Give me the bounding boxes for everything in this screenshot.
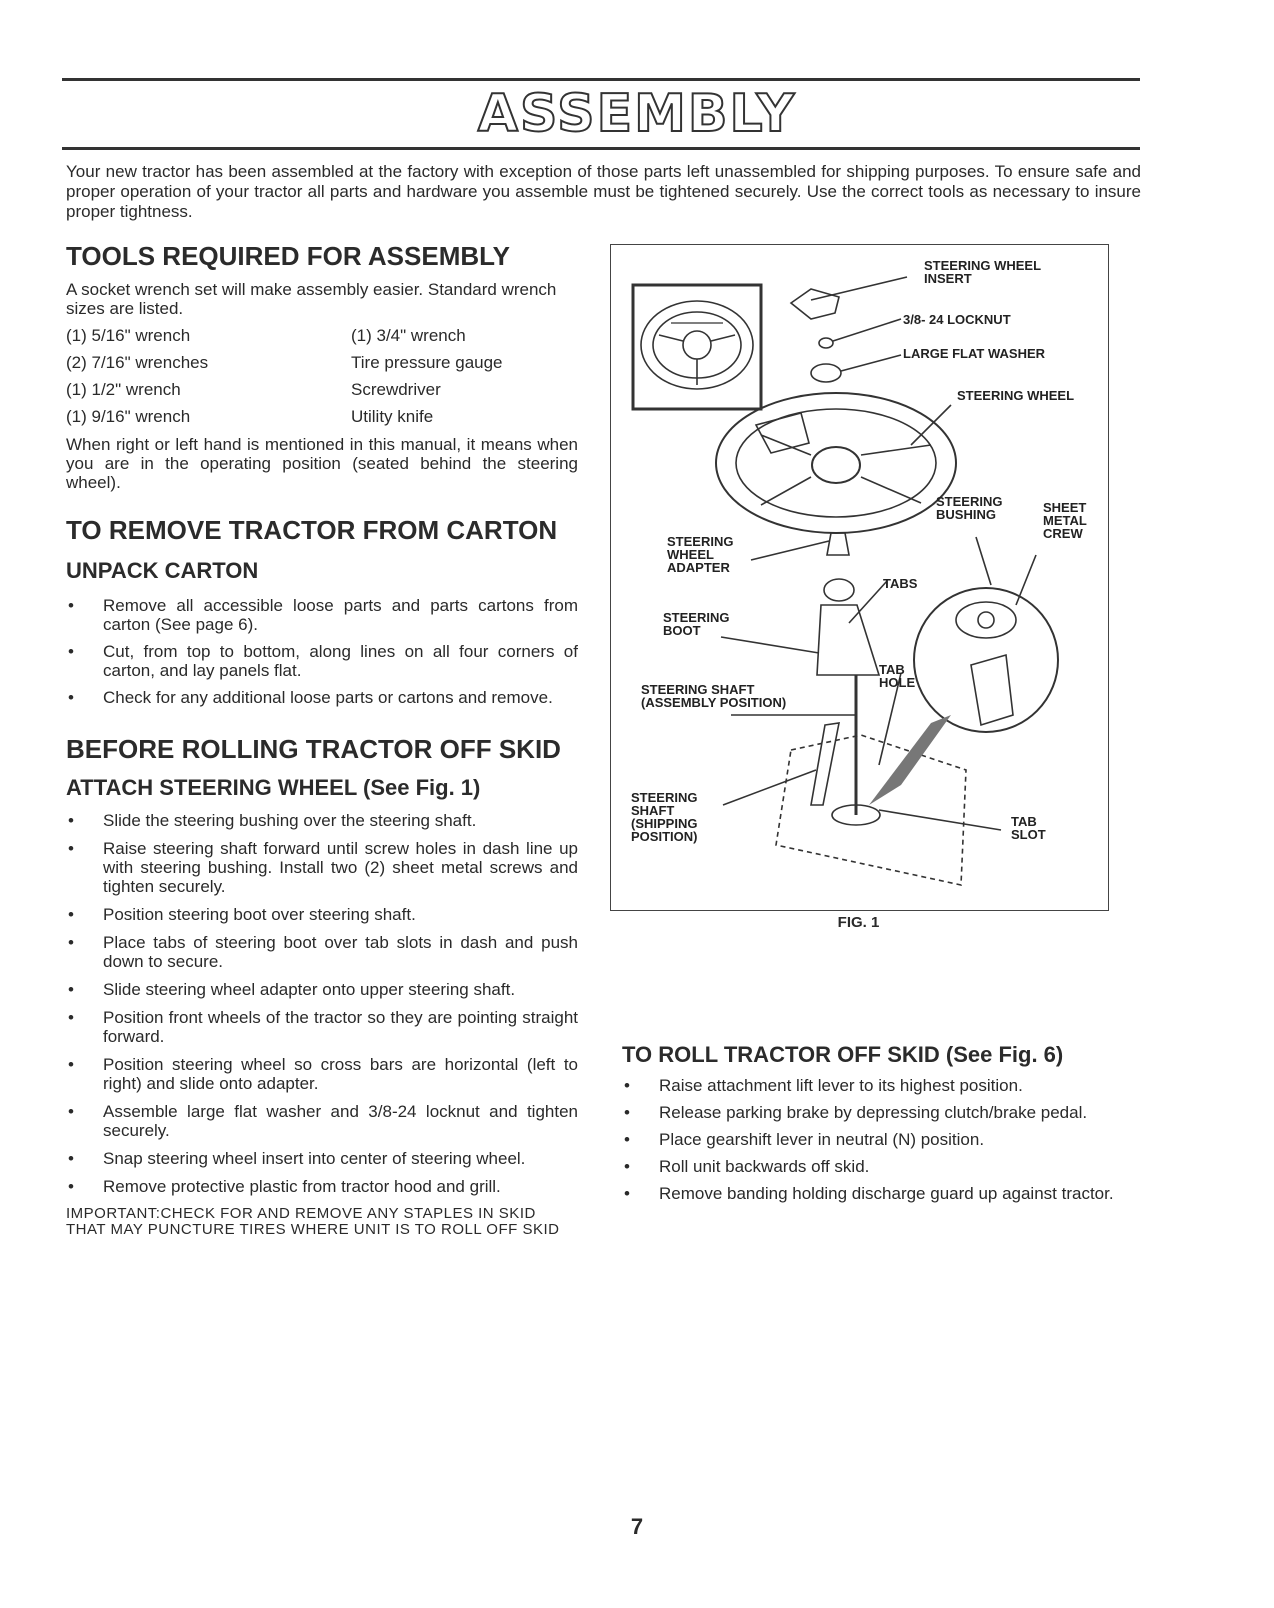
top-rule (62, 78, 1140, 81)
bullet-icon: • (68, 688, 74, 707)
bullet-icon: • (68, 1177, 74, 1196)
list-item (66, 688, 578, 707)
hand-note: When right or left hand is mentioned in this manual, it means when you are in the operating position (seated behind the steering wheel). (66, 435, 578, 492)
list-item-text: Roll unit backwards off skid. (659, 1157, 870, 1176)
label-shaft-shipping: STEERING SHAFT (SHIPPING POSITION) (631, 790, 698, 844)
list-item (66, 1008, 578, 1046)
list-item (622, 1130, 1142, 1149)
tool-item: Utility knife (351, 407, 434, 426)
list-item (66, 596, 578, 634)
list-item-text: Remove all accessible loose parts and parts cartons from carton (See page 6). (103, 596, 578, 634)
list-item-text: Slide steering wheel adapter onto upper steering shaft. (103, 980, 516, 999)
list-item-text: Cut, from top to bottom, along lines on all four corners of carton, and lay panels flat. (103, 642, 578, 680)
bullet-icon: • (624, 1157, 630, 1176)
list-item-text: Remove protective plastic from tractor hood and grill. (103, 1177, 501, 1196)
list-item-text: Raise steering shaft forward until screw holes in dash line up with steering bushing. Install two (2) sheet metal screws and tighten securely. (103, 839, 578, 896)
list-item (622, 1157, 1142, 1176)
list-item (66, 933, 578, 971)
tool-item: (1) 9/16" wrench (66, 407, 191, 426)
title-rule (62, 147, 1140, 150)
tool-item: (1) 5/16" wrench (66, 326, 191, 345)
list-item-text: Place gearshift lever in neutral (N) position. (659, 1130, 985, 1149)
unpack-subheading: UNPACK CARTON (66, 558, 259, 583)
tool-item: (1) 1/2" wrench (66, 380, 181, 399)
list-item-text: Assemble large flat washer and 3/8-24 locknut and tighten securely. (103, 1102, 578, 1140)
list-item (66, 980, 578, 999)
list-item-text: Place tabs of steering boot over tab slots in dash and push down to secure. (103, 933, 578, 971)
boot-top-icon (824, 579, 854, 601)
bullet-icon: • (68, 905, 74, 924)
bullet-icon: • (68, 1008, 74, 1027)
list-item (622, 1103, 1142, 1122)
tool-item: Tire pressure gauge (351, 353, 503, 372)
tools-intro: A socket wrench set will make assembly easier. Standard wrench sizes are listed. (66, 280, 557, 318)
label-tab-hole: TAB HOLE (879, 662, 916, 690)
bullet-icon: • (68, 642, 74, 661)
label-sheet-metal-screw: SHEET METAL CREW (1043, 500, 1087, 541)
dash-outline (776, 735, 966, 885)
right-column (622, 1042, 1142, 1203)
list-item (66, 1177, 578, 1196)
left-column (66, 240, 578, 1238)
bullet-icon: • (624, 1076, 630, 1095)
before-heading: BEFORE ROLLING TRACTOR OFF SKID (66, 734, 561, 764)
label-tab-slot: TAB SLOT (1011, 814, 1046, 842)
attach-list (66, 811, 578, 1196)
tool-item: Screwdriver (351, 380, 441, 399)
tool-item: (1) 3/4" wrench (351, 326, 466, 345)
steering-wheel-icon (716, 393, 956, 533)
steering-boot-icon (817, 605, 879, 675)
list-item-text: Raise attachment lift lever to its highest position. (659, 1076, 1023, 1095)
figure-1 (610, 244, 1109, 911)
list-item (622, 1076, 1142, 1095)
list-item (66, 905, 578, 924)
page-number: 7 (630, 1514, 644, 1539)
bullet-icon: • (68, 1102, 74, 1121)
list-item-text: Slide the steering bushing over the steering shaft. (103, 811, 477, 830)
bullet-icon: • (68, 839, 74, 858)
label-shaft-assembly: STEERING SHAFT (ASSEMBLY POSITION) (641, 682, 787, 710)
roll-heading: TO ROLL TRACTOR OFF SKID (See Fig. 6) (622, 1042, 1064, 1067)
bullet-icon: • (624, 1184, 630, 1203)
roll-list (622, 1076, 1142, 1203)
list-item (66, 1102, 578, 1140)
list-item (66, 839, 578, 896)
label-wheel-insert: STEERING WHEEL INSERT (924, 258, 1041, 286)
shipping-shaft-icon (811, 723, 839, 805)
list-item (66, 811, 578, 830)
label-bushing: STEERING BUSHING (936, 494, 1003, 522)
bullet-icon: • (68, 980, 74, 999)
label-washer: LARGE FLAT WASHER (903, 346, 1046, 361)
list-item (66, 1149, 578, 1168)
bullet-icon: • (624, 1103, 630, 1122)
tool-item: (2) 7/16" wrenches (66, 353, 209, 372)
attach-subheading: ATTACH STEERING WHEEL (See Fig. 1) (66, 775, 481, 800)
remove-heading: TO REMOVE TRACTOR FROM CARTON (66, 515, 558, 545)
adapter-icon (827, 533, 849, 555)
locknut-icon (819, 338, 833, 348)
list-item (66, 1055, 578, 1093)
list-item-text: Release parking brake by depressing clutch/brake pedal. (659, 1103, 1088, 1122)
page-title: ASSEMBLY (477, 84, 797, 144)
washer-icon (811, 364, 841, 382)
bullet-icon: • (68, 1149, 74, 1168)
list-item (622, 1184, 1142, 1203)
list-item-text: Position steering wheel so cross bars are horizontal (left to right) and slide onto adapter. (103, 1055, 578, 1093)
tools-list (66, 326, 578, 427)
unpack-list (66, 596, 578, 707)
label-adapter: STEERING WHEEL ADAPTER (667, 534, 734, 575)
label-locknut: 3/8- 24 LOCKNUT (903, 312, 1011, 327)
tools-heading: TOOLS REQUIRED FOR ASSEMBLY (66, 241, 510, 271)
intro-paragraph: Your new tractor has been assembled at the factory with exception of those parts left unassembled for shipping purposes. To ensure safe and proper operation of your tractor all parts and hardware you assemble must be tightened securely. Use the correct tools as necessary to insure proper tightness. (66, 162, 1141, 221)
list-item-text: Position steering boot over steering shaft. (103, 905, 416, 924)
list-item-text: Check for any additional loose parts or cartons and remove. (103, 688, 553, 707)
bullet-icon: • (68, 811, 74, 830)
label-steering-wheel: STEERING WHEEL (957, 388, 1075, 403)
list-item-text: Snap steering wheel insert into center of steering wheel. (103, 1149, 526, 1168)
list-item-text: Remove banding holding discharge guard up against tractor. (659, 1184, 1114, 1203)
wheel-insert-icon (791, 289, 839, 319)
bullet-icon: • (68, 596, 74, 615)
inset-box (633, 285, 761, 409)
label-boot: STEERING BOOT (663, 610, 730, 638)
bullet-icon: • (68, 1055, 74, 1074)
list-item (66, 642, 578, 680)
important-note: IMPORTANT:CHECK FOR AND REMOVE ANY STAPLES IN SKID THAT MAY PUNCTURE TIRES WHERE UNIT IS TO ROLL OFF SKID (66, 1205, 560, 1238)
bullet-icon: • (624, 1130, 630, 1149)
bullet-icon: • (68, 933, 74, 952)
label-tabs: TABS (883, 576, 918, 591)
figure-caption: FIG. 1 (837, 914, 880, 931)
list-item-text: Position front wheels of the tractor so they are pointing straight forward. (103, 1008, 578, 1046)
